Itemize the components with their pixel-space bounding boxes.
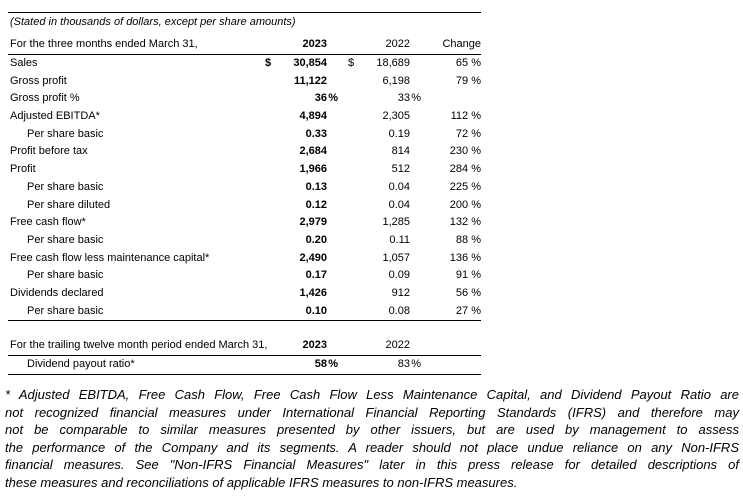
value-2022: [356, 356, 421, 374]
value-2022-number: 6,198: [382, 74, 410, 87]
value-2022-percent-sign: [410, 179, 421, 197]
value-2023-percent-sign: %: [328, 358, 338, 371]
change-value: 225 %: [449, 180, 481, 193]
footnote-line: the performance of the Company and its segments. A reader should not place undue reliance on any Non-IFRS: [5, 439, 739, 455]
value-2022-number: 814: [391, 145, 410, 158]
header-percent-spacer: [327, 339, 338, 352]
currency-symbol-2022: [338, 303, 356, 321]
value-2023-percent-sign: [327, 143, 338, 161]
footnote-line: not recognized financial measures under International Financial Reporting Standards (IFRS) and therefore may: [5, 404, 739, 420]
value-2023: [268, 214, 338, 232]
row-label: Gross profit %: [10, 92, 80, 105]
footnote-line: financial measures. See "Non-IFRS Financial Measures" later in this press release for detailed descriptions of: [5, 457, 739, 473]
value-2023: [268, 161, 338, 179]
currency-symbol-2023: [253, 73, 268, 91]
table-row: [8, 90, 481, 108]
ttm-column-header-2022-text: 2022: [385, 339, 410, 352]
value-2022-percent-sign: [410, 303, 421, 321]
value-2022-number: 912: [391, 286, 410, 299]
table-row: [8, 267, 481, 285]
value-2022-number: 83: [397, 358, 410, 371]
currency-symbol-2023: [253, 197, 268, 215]
table-row: [8, 303, 481, 321]
value-2022-number: 0.19: [388, 127, 410, 140]
value-2023-number: 36: [314, 92, 327, 105]
value-2022-percent-sign: [410, 161, 421, 179]
value-2022: [356, 143, 421, 161]
non-ifrs-footnote: [5, 386, 739, 492]
value-2022-percent-sign: [410, 214, 421, 232]
value-2022-percent-sign: [410, 73, 421, 91]
value-2023-percent-sign: [327, 73, 338, 91]
value-2023: [268, 232, 338, 250]
currency-symbol-2023: [253, 285, 268, 303]
value-2023-number: 2,684: [299, 145, 327, 158]
column-header-2022: [356, 38, 421, 51]
value-2023-percent-sign: [327, 267, 338, 285]
value-2023: [268, 126, 338, 144]
row-label: Profit before tax: [10, 145, 88, 158]
value-2023-percent-sign: [327, 108, 338, 126]
value-2023-number: 1,426: [299, 286, 327, 299]
change-value: 27 %: [455, 304, 481, 317]
ttm-table-bottom-rule: [8, 374, 481, 375]
currency-symbol-2023: [253, 356, 268, 374]
value-2022-number: 2,305: [382, 110, 410, 123]
value-2022: [356, 55, 421, 73]
change-value: 91 %: [455, 269, 481, 282]
value-2022-number: 0.04: [388, 180, 410, 193]
value-2022-percent-sign: [410, 250, 421, 268]
column-header-2022-text: 2022: [385, 38, 410, 50]
value-2022-number: 33: [397, 92, 410, 105]
footnote-line: not be comparable to similar measures presented by other issuers, but are used by management to assess: [5, 422, 739, 438]
change-value: 284 %: [449, 163, 481, 176]
table-row: [8, 126, 481, 144]
value-2023-percent-sign: [327, 126, 338, 144]
currency-symbol-2023: $: [265, 57, 272, 69]
row-label: Free cash flow*: [10, 216, 86, 229]
quarter-table-body: [8, 55, 481, 320]
value-2022-percent-sign: %: [411, 358, 421, 371]
column-header-2023: [268, 38, 338, 51]
value-2022-number: 18,689: [376, 57, 410, 69]
value-2023-percent-sign: [327, 179, 338, 197]
currency-symbol-2022: [338, 250, 356, 268]
value-2023-number: 0.17: [305, 269, 327, 282]
currency-symbol-2022: [338, 108, 356, 126]
column-header-change: Change: [442, 38, 481, 50]
currency-symbol-2022: [338, 356, 356, 374]
value-2023: [268, 303, 338, 321]
value-2022: [356, 126, 421, 144]
stated-note: (Stated in thousands of dollars, except per share amounts): [10, 16, 296, 28]
value-2022: [356, 214, 421, 232]
row-label: Free cash flow less maintenance capital*: [10, 251, 210, 264]
value-2022-number: 0.08: [388, 304, 410, 317]
currency-symbol-2023: [253, 267, 268, 285]
value-2022-percent-sign: [410, 108, 421, 126]
value-2022: [356, 267, 421, 285]
value-2022: [356, 161, 421, 179]
value-2022: [356, 197, 421, 215]
ttm-table-body: [8, 356, 481, 374]
financial-summary-table: [8, 12, 481, 375]
value-2023: [268, 55, 338, 73]
value-2023: [268, 197, 338, 215]
table-row: [8, 108, 481, 126]
currency-symbol-2022: [338, 161, 356, 179]
table-row: [8, 143, 481, 161]
change-value: 72 %: [455, 127, 481, 140]
value-2023-number: 0.20: [305, 233, 327, 246]
value-2022: [356, 73, 421, 91]
currency-symbol-2023: [253, 250, 268, 268]
table-row: [8, 232, 481, 250]
ttm-column-header-2023-text: 2023: [302, 339, 327, 352]
change-value: 230 %: [449, 145, 481, 158]
value-2023-percent-sign: [327, 55, 338, 73]
footnote-line: * Adjusted EBITDA, Free Cash Flow, Free Cash Flow Less Maintenance Capital, and Dividend Payout Ratio are: [5, 387, 739, 402]
header-percent-spacer: [327, 38, 338, 51]
value-2023-percent-sign: [327, 161, 338, 179]
value-2023-number: 0.33: [305, 127, 327, 140]
currency-symbol-2023: [253, 126, 268, 144]
header-percent-spacer: [410, 38, 421, 51]
change-value: 132 %: [449, 216, 481, 229]
currency-symbol-2023: [253, 232, 268, 250]
value-2023-number: 11,122: [293, 74, 327, 87]
currency-symbol-2023: [253, 303, 268, 321]
table-row: [8, 55, 481, 73]
row-label: Dividends declared: [10, 286, 104, 299]
value-2023: [268, 108, 338, 126]
table-row: [8, 214, 481, 232]
section-gap: [8, 321, 481, 333]
ttm-column-header-2023: [268, 339, 338, 352]
change-value: 200 %: [449, 198, 481, 211]
currency-symbol-2022: [338, 232, 356, 250]
change-value: [421, 356, 481, 374]
value-2022-number: 0.09: [388, 269, 410, 282]
footnote-line: these measures and reconciliations of applicable IFRS measures to non-IFRS measures.: [5, 474, 518, 490]
table-row: [8, 250, 481, 268]
value-2023-percent-sign: [327, 285, 338, 303]
value-2023-number: 1,966: [299, 163, 327, 176]
row-label: Dividend payout ratio*: [27, 358, 135, 371]
table-row: [8, 356, 481, 374]
ttm-table-header: [8, 333, 481, 355]
value-2023-number: 2,979: [299, 216, 327, 229]
currency-symbol-2022: [338, 73, 356, 91]
currency-symbol-2023: [253, 108, 268, 126]
currency-symbol-2022: [338, 90, 356, 108]
value-2022-percent-sign: [410, 55, 421, 73]
value-2023-percent-sign: [327, 303, 338, 321]
value-2022: [356, 303, 421, 321]
value-2023-number: 2,490: [299, 251, 327, 264]
value-2023-percent-sign: [327, 250, 338, 268]
currency-symbol-2022: [338, 179, 356, 197]
value-2022: [356, 108, 421, 126]
row-label: Per share basic: [27, 233, 104, 246]
value-2022: [356, 232, 421, 250]
row-label: Per share basic: [27, 127, 104, 140]
table-row: [8, 161, 481, 179]
change-value: 88 %: [455, 233, 481, 246]
value-2023: [268, 90, 338, 108]
currency-symbol-2022: [338, 214, 356, 232]
value-2022-percent-sign: [410, 126, 421, 144]
value-2022-percent-sign: [410, 267, 421, 285]
ttm-column-header-2022: [356, 339, 421, 352]
change-value: 136 %: [449, 251, 481, 264]
quarter-table-header: [8, 30, 481, 54]
value-2023: [268, 356, 338, 374]
currency-symbol-2022: [338, 143, 356, 161]
currency-symbol-2023: [253, 214, 268, 232]
row-label: Per share basic: [27, 304, 104, 317]
value-2023-percent-sign: [327, 232, 338, 250]
change-value: 65 %: [455, 57, 481, 69]
header-percent-spacer: [410, 339, 421, 352]
row-label: Profit: [10, 163, 36, 176]
value-2023-percent-sign: [327, 197, 338, 215]
change-value: [421, 90, 481, 108]
currency-symbol-2023: [253, 143, 268, 161]
currency-symbol-2022: [338, 126, 356, 144]
value-2022-number: 512: [391, 163, 410, 176]
table-row: [8, 179, 481, 197]
value-2022-percent-sign: [410, 285, 421, 303]
currency-symbol-2022: [338, 267, 356, 285]
value-2022-number: 0.04: [388, 198, 410, 211]
value-2023: [268, 143, 338, 161]
row-label: Adjusted EBITDA*: [10, 110, 100, 123]
value-2023-number: 0.12: [305, 198, 327, 211]
value-2023-number: 30,854: [293, 57, 327, 69]
table-row: [8, 285, 481, 303]
value-2022-percent-sign: %: [411, 92, 421, 105]
ttm-period-label: For the trailing twelve month period ended March 31,: [10, 339, 268, 352]
value-2023: [268, 73, 338, 91]
currency-symbol-2023: [253, 161, 268, 179]
currency-symbol-2022: $: [348, 57, 355, 69]
value-2022-percent-sign: [410, 143, 421, 161]
quarter-period-label: For the three months ended March 31,: [10, 38, 198, 50]
currency-symbol-2023: [253, 90, 268, 108]
row-label: Sales: [10, 57, 38, 69]
change-value: 112 %: [450, 110, 481, 123]
value-2022: [356, 250, 421, 268]
table-row: [8, 197, 481, 215]
row-label: Gross profit: [10, 74, 67, 87]
row-label: Per share basic: [27, 180, 104, 193]
change-value: 79 %: [455, 74, 481, 87]
value-2023-percent-sign: %: [328, 92, 338, 105]
change-value: 56 %: [455, 286, 481, 299]
column-header-2023-text: 2023: [302, 38, 327, 50]
value-2023: [268, 250, 338, 268]
value-2023: [268, 285, 338, 303]
value-2023: [268, 267, 338, 285]
value-2022-number: 1,285: [382, 216, 410, 229]
currency-symbol-2022: [338, 285, 356, 303]
value-2023-number: 4,894: [299, 110, 327, 123]
value-2023-number: 0.10: [305, 304, 327, 317]
row-label: Per share diluted: [27, 198, 111, 211]
value-2023: [268, 179, 338, 197]
value-2022-percent-sign: [410, 197, 421, 215]
value-2022: [356, 179, 421, 197]
currency-symbol-2023: [253, 179, 268, 197]
value-2023-number: 58: [314, 358, 327, 371]
value-2022: [356, 90, 421, 108]
value-2023-percent-sign: [327, 214, 338, 232]
currency-symbol-2022: [338, 197, 356, 215]
value-2022-percent-sign: [410, 232, 421, 250]
table-row: [8, 73, 481, 91]
value-2022: [356, 285, 421, 303]
value-2022-number: 1,057: [382, 251, 410, 264]
value-2023-number: 0.13: [305, 180, 327, 193]
value-2022-number: 0.11: [389, 233, 410, 246]
row-label: Per share basic: [27, 269, 104, 282]
